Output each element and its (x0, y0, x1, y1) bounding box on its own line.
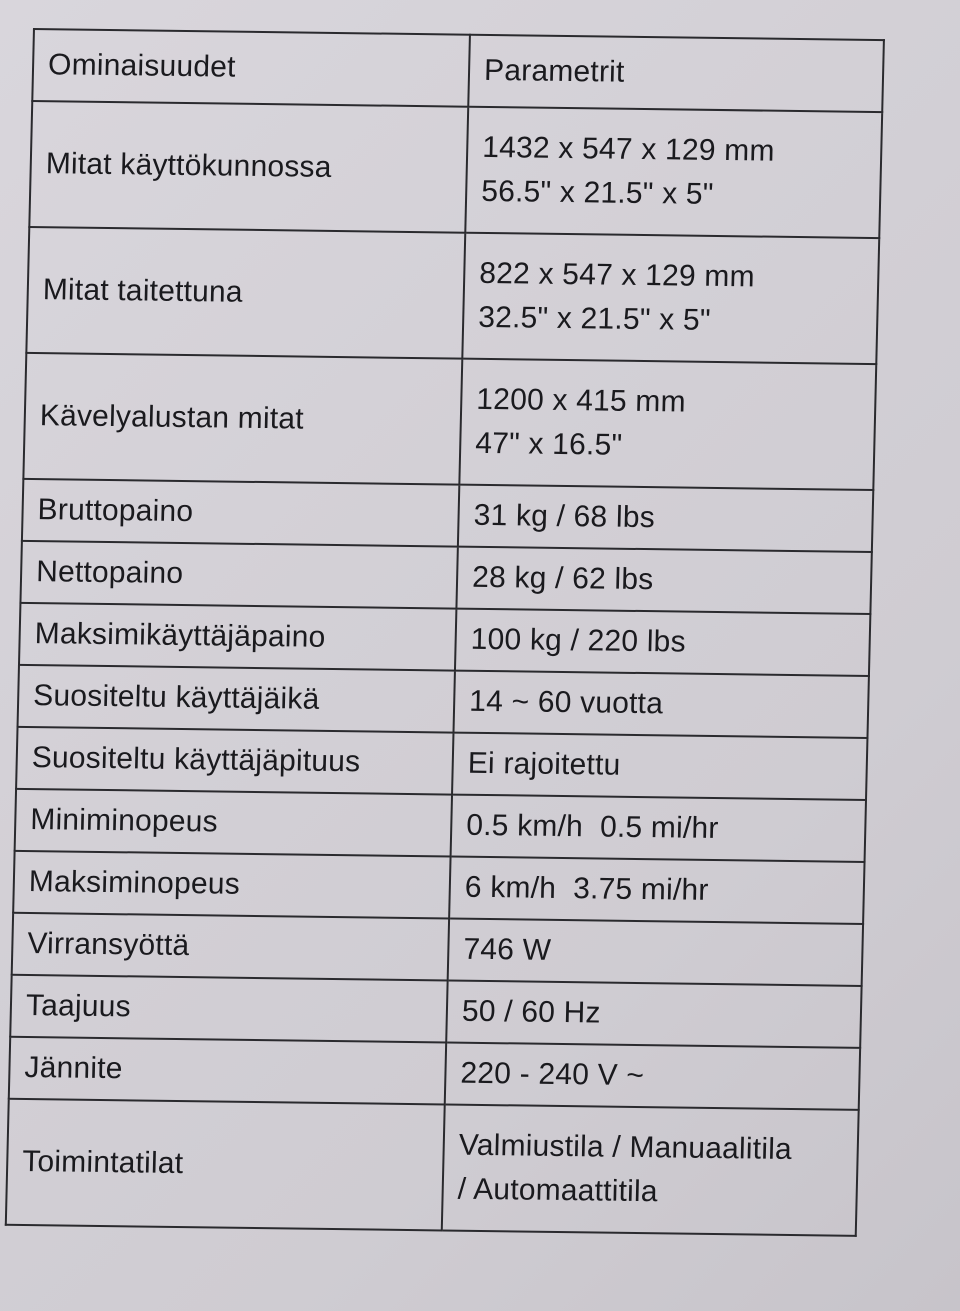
value-cell: 50 / 60 Hz (446, 981, 861, 1048)
table-row (26, 227, 879, 364)
table-row (29, 101, 882, 238)
table-row (6, 1099, 859, 1236)
table-row (12, 913, 863, 986)
table-row (16, 727, 867, 800)
value-line: 822 x 547 x 129 mm (478, 256, 756, 294)
feature-cell: Mitat käyttökunnossa (29, 101, 468, 233)
feature-cell: Taajuus (10, 975, 447, 1043)
table-row (22, 479, 873, 552)
header-value: Parametrit (468, 35, 884, 112)
table-row (18, 665, 869, 738)
value-line: Valmiustila / Manuaalitila (458, 1128, 793, 1167)
table-header-row (32, 29, 884, 112)
feature-cell: Nettopaino (20, 541, 457, 609)
table-row (9, 1037, 860, 1110)
feature-cell: Suositeltu käyttäjäikä (18, 665, 455, 733)
table-row (15, 789, 866, 862)
value-cell: 0.5 km/h 0.5 mi/hr (451, 795, 866, 862)
value-cell (442, 1104, 859, 1235)
value-line: 1200 x 415 mm (476, 382, 687, 419)
value-cell: 100 kg / 220 lbs (455, 609, 870, 676)
value-cell: 14 ~ 60 vuotta (454, 671, 869, 738)
table-row (13, 851, 864, 924)
value-line: 47" x 16.5" (474, 426, 623, 462)
value-cell: 28 kg / 62 lbs (456, 547, 871, 614)
value-cell: 746 W (448, 919, 863, 986)
value-cell: 31 kg / 68 lbs (458, 485, 873, 552)
value-cell (459, 359, 876, 490)
table-row (23, 353, 876, 490)
table-row (20, 541, 871, 614)
value-cell (462, 233, 879, 364)
value-cell (465, 107, 882, 238)
feature-cell: Jännite (9, 1037, 446, 1105)
feature-cell: Bruttopaino (22, 479, 459, 547)
feature-cell: Kävelyalustan mitat (23, 353, 462, 485)
feature-cell: Toimintatilat (6, 1099, 445, 1231)
table-row (19, 603, 870, 676)
value-line: 32.5" x 21.5" x 5" (477, 300, 712, 337)
feature-cell: Miniminopeus (15, 789, 452, 857)
feature-cell: Virransyöttä (12, 913, 449, 981)
feature-cell: Suositeltu käyttäjäpituus (16, 727, 453, 795)
header-feature: Ominaisuudet (32, 29, 470, 107)
feature-cell: Mitat taitettuna (26, 227, 465, 359)
feature-cell: Maksimikäyttäjäpaino (19, 603, 456, 671)
value-cell: 220 - 240 V ~ (445, 1042, 860, 1109)
specification-table (5, 28, 885, 1237)
value-line: 1432 x 547 x 129 mm (481, 130, 776, 168)
value-line: 56.5" x 21.5" x 5" (480, 174, 715, 211)
feature-cell: Maksiminopeus (13, 851, 450, 919)
value-line: / Automaattitila (457, 1172, 659, 1209)
value-cell: 6 km/h 3.75 mi/hr (449, 857, 864, 924)
table-row (10, 975, 861, 1048)
value-cell: Ei rajoitettu (452, 733, 867, 800)
